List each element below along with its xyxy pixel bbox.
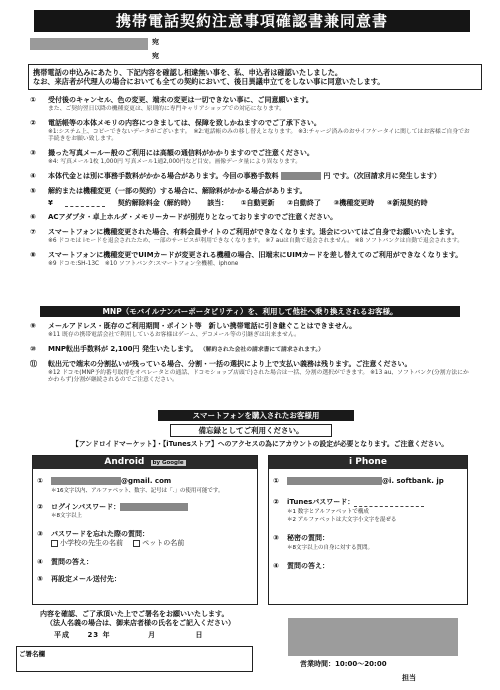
fee-redaction: [281, 172, 321, 180]
iphone-domain: @i. softbank. jp: [382, 477, 444, 485]
item4-tail: 円 です。（次回請求月に発生します）: [323, 172, 441, 181]
google-badge: by Google: [152, 460, 184, 466]
iphone-step-4: ④: [273, 561, 279, 570]
item-sub: また、ご契約翌日以降の機種変更は、原則的に専門キャリアショップでの対応になります。: [48, 105, 286, 112]
signature-label: ご署名欄: [19, 650, 45, 658]
item-main: 撮った写真メールー般のご利用には高額の通信料がかかりますのでご注意ください。: [48, 149, 314, 158]
notice-item-7: [30, 228, 470, 245]
item-number: ⑪: [30, 360, 37, 369]
itunes-note-1: ＊1 数字とアルファベットで構成: [287, 508, 369, 515]
notice-item-2: [30, 119, 470, 143]
item-main: 転出元で端末の分割払いが残っている場合、分割・一括の選択により上で支払い義務は残ります。ご注意ください。: [48, 360, 412, 369]
gmail-domain: @gmail. com: [121, 477, 172, 485]
itunes-note-2: ＊2 アルファベットは大文字小文字を混ぜる: [287, 517, 397, 524]
iphone-step-3: ③: [273, 534, 279, 543]
confirm-line-2: （法人名義の場合は、御来店者様の氏名をご記入ください）: [46, 618, 235, 627]
opts-label: 該当：: [207, 198, 229, 207]
account-note: 【アンドロイドマーケット】・【iTunesストア】へのアクセスの為にアカウントの設定が必要となります。ご注意ください。: [71, 440, 449, 448]
item-main: メールアドレス・既存のご利用期間・ポイント等 新しい携帯電話に引き継ぐことはできません。: [48, 322, 357, 330]
forgot-question-label: パスワードを忘れた際の質問：: [51, 530, 149, 539]
item-sub: ※9 ドコモ:SH-13C ※10 ソフトバンク:スマートフォン全機種、iphone: [48, 260, 239, 267]
item-number: ②: [30, 118, 36, 127]
smartphone-banner: スマートフォンを購入されたお客様用: [158, 410, 354, 421]
amount-field[interactable]: [65, 206, 105, 207]
iphone-box: [268, 455, 468, 605]
page-title: 携帯電話契約注意事項確認書兼同意書: [34, 10, 470, 32]
android-box: [32, 455, 258, 605]
year-unit: 年: [102, 630, 111, 639]
login-password-label: ログインパスワード：: [51, 502, 121, 511]
amount-label: ¥: [48, 198, 53, 207]
notice-item-4: [30, 172, 470, 181]
date-line: [54, 631, 250, 640]
android-step-4: ④: [37, 557, 43, 566]
opt-model-change[interactable]: ③機種変更時: [333, 198, 375, 207]
notice-item-1: [30, 96, 470, 113]
item-number: ⑩: [30, 344, 36, 353]
iphone-step-2: ②: [273, 497, 279, 506]
answer-label: 質問の答え：: [51, 557, 93, 566]
item-main: 受付後のキャンセル、色の変更、端末の変更は一切できない事に、ご同意願います。: [48, 96, 313, 104]
item-number: ①: [30, 96, 36, 104]
item-main: 解約または機種変更（一部の契約）する場合に、解除料がかかる場合があります。: [48, 186, 307, 195]
item-sub: ※4: 写真メール1枚 1,000円 写真メール1通2,000円など目安。画像データ量により異なります。: [48, 158, 301, 165]
shop-stamp-redaction: [288, 618, 458, 656]
intro-line-2: なお、来店者が代理人の場合においても全ての契約において、後日異議申立てをしない事に同意いたします。: [33, 77, 385, 86]
intro-box: [28, 64, 482, 90]
item-main: 本体代金とは別に事務手数料がかかる場合があります。今回の事務手数料: [48, 172, 279, 181]
item-number: ③: [30, 149, 36, 158]
confirm-line-1: 内容を確認、ご了承頂いた上でご署名をお願いいたします。: [40, 610, 229, 618]
item-number: ⑧: [30, 251, 36, 260]
fee-label: 契約解除料金（解約時）: [117, 198, 195, 207]
recipient-suffix-2: 宛: [152, 52, 159, 60]
item-main: 電話帳等の本体メモリの内容につきましては、保障を致しかねますのでご了承下さい。: [48, 118, 321, 127]
opt-new-contract[interactable]: ④新規契約時: [386, 198, 428, 207]
mnp-item-9: [30, 322, 470, 339]
item-number: ⑦: [30, 228, 36, 237]
intro-line-1: 携帯電話の申込みにあたり、下記内容を確認し相違無い事を、私、申込者は確認いたしました。: [33, 68, 343, 77]
item-number: ④: [30, 172, 36, 181]
notice-item-8: [30, 251, 470, 268]
mnp-item-10: [30, 345, 470, 354]
android-step-1: ①: [37, 477, 43, 485]
item-sub: ※1:システム上、コピーできないデータがございます。 ※2:電話帳のみの移し替えとなります。 ※3:チャージ済みのおサイフケータイに関してはお客様ご自身でお手続きをお願い致します。: [48, 128, 470, 142]
iphone-step-1: ①: [273, 477, 279, 485]
item-sub: （解約された会社の請求書にて請求されます。）: [199, 346, 325, 353]
item-main: スマートフォンに機種変更でUIMカードが変更される機種の場合、旧端末にUIMカードを差し替えてのご利用ができなくなります。: [48, 251, 463, 260]
era: 平成: [54, 630, 70, 639]
opt-auto-renew[interactable]: ①自動更新: [240, 198, 275, 207]
mnp-item-11: [30, 360, 470, 384]
secret-question-label: 秘密の質問：: [287, 534, 329, 543]
item-main: ACアダプタ・卓上ホルダ・メモリーカードが別売りとなっておりますのでご注意ください。: [48, 213, 338, 222]
item-main: MNP転出手数料が 2,100円 発生いたします。: [48, 344, 198, 353]
recipient-suffix-1: 宛: [152, 38, 159, 46]
secret-question-note: ＊8文字以上の自身に対する質問。: [287, 545, 374, 551]
year: 23: [87, 630, 100, 639]
recipient-redaction: [30, 38, 148, 50]
android-step-3: ③: [37, 530, 43, 539]
notice-item-3: [30, 149, 470, 166]
month-unit: 月: [148, 630, 157, 639]
business-hours: 営業時間：10:00～20:00: [300, 660, 387, 668]
item-number: ⑥: [30, 213, 36, 222]
item-sub: ※6 ドコモは iモードを退会されたため、一部のサービスが利用できなくなります。 ※7 auは自動で退会されません。 ※8 ソフトバンクは自動で退会されます。: [48, 237, 464, 244]
memo-label: 備忘録としてご利用ください。: [170, 424, 332, 437]
day-unit: 日: [195, 630, 204, 639]
staff-label: 担当: [402, 674, 416, 682]
item-number: ⑨: [30, 322, 36, 330]
item-sub: ※11 既存の携帯電話会社で利用しているお客様はゲーム、デコメール等の引継ぎは出来ません。: [48, 331, 300, 338]
signature-field[interactable]: [16, 646, 253, 672]
question-opt-pet[interactable]: ペットの名前: [133, 539, 184, 547]
notice-item-6: [30, 213, 470, 222]
password-redaction: [120, 503, 188, 511]
notice-item-5: [30, 187, 470, 208]
recipient-block: [30, 38, 159, 60]
item-number: ⑤: [30, 186, 36, 195]
resend-email-label: 再設定メール送付先：: [51, 574, 121, 583]
mnp-banner: MNP（モバイルナンバーポータビリティ）を、利用して他社へ乗り換えされるお客様。: [40, 306, 460, 317]
question-opt-teacher[interactable]: 小学校の先生の名前: [51, 539, 123, 547]
iphone-answer-label: 質問の答え：: [287, 561, 329, 570]
password-note: ＊8文字以上: [51, 513, 82, 520]
iphone-id-redaction: [287, 477, 382, 485]
item-main: スマートフォンに機種変更された場合、有料会員サイトのご利用ができなくなります。退会についてはご自身でお願いいたします。: [48, 228, 459, 237]
gmail-note: ＊16文字以内、アルファベット、数字、記号は「.」の使用可能です。: [51, 487, 224, 494]
android-step-5: ⑤: [37, 574, 43, 583]
gmail-redaction: [51, 477, 121, 485]
mnp-items: [30, 322, 470, 390]
iphone-header: i Phone: [269, 456, 467, 469]
notice-items: [30, 96, 470, 274]
itunes-password-label: iTunesパスワード：: [287, 497, 355, 506]
opt-auto-end[interactable]: ②自動終了: [287, 198, 321, 207]
confirm-block: [40, 610, 250, 639]
android-header: [33, 456, 257, 469]
android-title: Android: [104, 457, 145, 467]
itunes-password-field[interactable]: [354, 506, 424, 507]
item-sub: ※12 ドコモ(MNP予約番号取得をオペレータとの通話、ドコモショップ店頭で)された場合は一括、分割の選択ができます。 ※13 au、ソフトバンク(分割方法にかかわらず)分割が継続されるのでご注意ください。: [48, 369, 469, 384]
android-step-2: ②: [37, 502, 43, 511]
